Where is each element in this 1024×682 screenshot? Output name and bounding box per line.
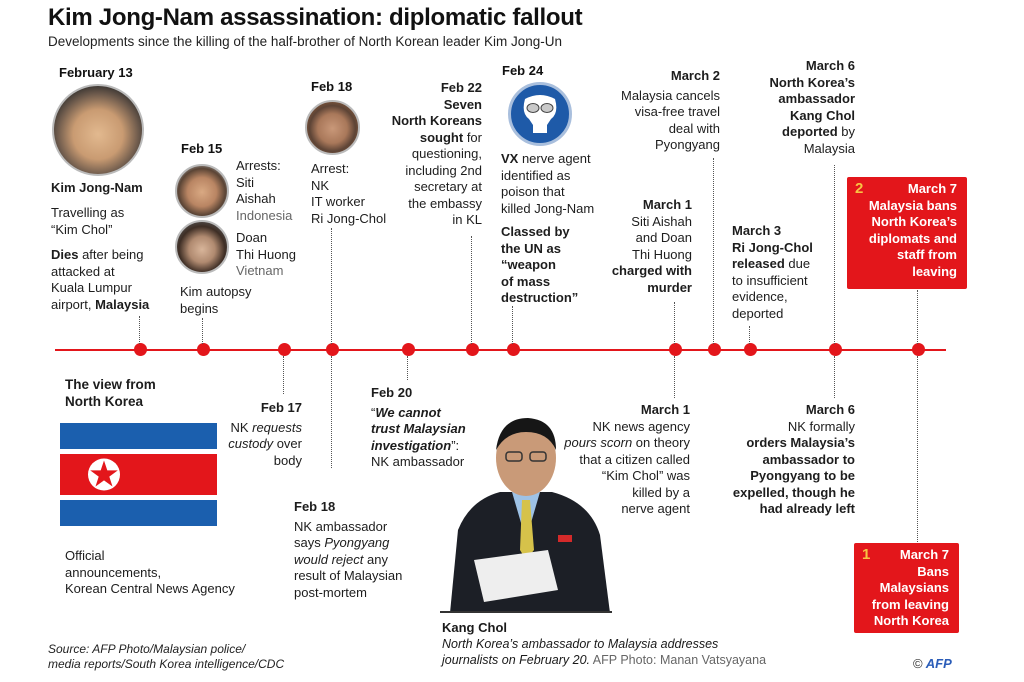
source-note: Source: AFP Photo/Malaysian police/ media reports/South Korea intelligence/CDC [48, 642, 285, 671]
caption-name: Kang Chol [442, 620, 507, 635]
event-feb22: Feb 22 Seven North Koreans sought for questioning, including 2nd secretary at the embassy in KL [380, 80, 482, 229]
ri-jong-chol-portrait [305, 100, 360, 155]
event-feb24-text: VX nerve agent identified as poison that killed Jong-Nam [501, 151, 595, 216]
connector-feb24 [512, 306, 513, 344]
event-mar6-below-date: March 6 [805, 402, 855, 417]
event-mar6: March 6 North Korea’s ambassador Kang Chol deported by Malaysia [745, 58, 855, 157]
event-feb20: Feb 20 “We cannot trust Malaysian investigation”: NK ambassador [371, 385, 466, 469]
timeline-dot-feb20 [402, 343, 415, 356]
event-mar2: March 2 Malaysia cancels visa-free travel deal with Pyongyang [600, 68, 720, 154]
event-feb13-text: Travelling as “Kim Chol” [51, 205, 125, 237]
gas-mask-icon [508, 82, 572, 146]
connector-feb22 [471, 236, 472, 344]
event-feb18-text: Arrest: NK IT worker Ri Jong-Chol [311, 161, 387, 226]
connector-feb15 [202, 318, 203, 344]
connector-below-mar7 [917, 356, 918, 542]
event-feb18-below-date: Feb 18 [294, 499, 336, 514]
badge-number-1: 1 [862, 546, 871, 563]
timeline-dot-feb13 [134, 343, 147, 356]
event-feb22-date: Feb 22 [440, 80, 482, 95]
connector-mar1 [674, 302, 675, 344]
event-feb15-arrests: Arrests: Siti Aishah Indonesia [236, 158, 293, 223]
connector-mar6 [834, 165, 835, 344]
timeline-dot-feb24 [507, 343, 520, 356]
timeline-dot-feb17 [278, 343, 291, 356]
event-feb15-arrest-2: Doan Thi Huong Vietnam [236, 230, 296, 278]
photo-caption: Kang Chol North Korea’s ambassador to Malaysia addresses journalists on February 20. AFP Photo: Manan Vatsyayana [442, 620, 767, 667]
event-mar3-date: March 3 [732, 223, 782, 238]
siti-aishah-portrait [175, 164, 229, 218]
event-mar1-date: March 1 [642, 197, 692, 212]
event-mar2-date: March 2 [670, 68, 720, 83]
event-feb17: Feb 17 NK requests custody over body [205, 400, 302, 469]
event-feb13-date: February 13 [59, 65, 133, 80]
connector-below-feb17 [283, 356, 284, 394]
north-korea-flag [60, 423, 217, 526]
event-feb18-date: Feb 18 [311, 79, 353, 94]
kim-jong-nam-portrait [52, 84, 144, 176]
connector-feb18 [331, 228, 332, 344]
event-feb15-date: Feb 15 [181, 141, 223, 156]
connector-mar7 [917, 290, 918, 344]
photo-credit: AFP Photo: Manan Vatsyayana [590, 653, 767, 667]
event-feb15-autopsy: Kim autopsy begins [180, 284, 252, 316]
event-mar3: March 3 Ri Jong-Chol released due to insufficient evidence, deported [732, 223, 813, 321]
event-feb20-date: Feb 20 [371, 385, 413, 400]
event-mar6-date: March 6 [805, 58, 855, 73]
connector-below-mar1 [674, 356, 675, 398]
connector-below-mar6 [834, 356, 835, 398]
copyright-icon: © [913, 656, 923, 671]
connector-below-feb18 [331, 356, 332, 468]
timeline-dot-feb22 [466, 343, 479, 356]
doan-thi-huong-portrait [175, 220, 229, 274]
page-subtitle: Developments since the killing of the half-brother of North Korean leader Kim Jong-Un [48, 34, 563, 49]
event-mar1-below-date: March 1 [640, 402, 690, 417]
event-feb18-below: Feb 18 NK ambassador says Pyongyang would reject any result of Malaysian post-mortem [294, 499, 403, 600]
badge-number-2: 2 [855, 180, 864, 197]
view-from-nk-heading: The view from North Korea [65, 377, 156, 409]
timeline-dot-mar6 [829, 343, 842, 356]
timeline-dot-feb18 [326, 343, 339, 356]
event-mar7-malaysia-ban-box: 2 March 7 Malaysia bans North Korea’s diplomats and staff from leaving [847, 177, 967, 289]
event-mar7-nk-ban-box: 1 March 7 Bans Malaysians from leaving North Korea [854, 543, 959, 633]
event-feb24-classed: Classed by the UN as “weapon of mass destruction” [501, 224, 579, 305]
connector-mar3 [749, 326, 750, 344]
timeline-dot-mar2 [708, 343, 721, 356]
connector-feb13 [139, 316, 140, 344]
event-mar1: March 1 Siti Aishah and Doan Thi Huong charged with murder [592, 197, 692, 296]
view-from-nk-source: Official announcements, Korean Central News Agency [65, 548, 235, 596]
timeline-dot-mar1 [669, 343, 682, 356]
afp-logo: © AFP [913, 656, 952, 671]
connector-below-feb20 [407, 356, 408, 380]
event-feb17-date: Feb 17 [260, 400, 302, 415]
connector-mar2 [713, 158, 714, 344]
event-feb13-name: Kim Jong-Nam [51, 180, 143, 195]
timeline-dot-feb15 [197, 343, 210, 356]
timeline-dot-mar3 [744, 343, 757, 356]
event-mar6-below: March 6 NK formally orders Malaysia’s ambassador to Pyongyang to be expelled, though he had already left [715, 402, 855, 518]
page-title: Kim Jong-Nam assassination: diplomatic fallout [48, 4, 583, 31]
event-feb24-date: Feb 24 [502, 63, 544, 78]
event-feb13-dies: Dies after being attacked at Kuala Lumpur airport, Malaysia [51, 247, 150, 312]
event-mar1-below: March 1 NK news agency pours scorn on theory that a citizen called “Kim Chol” was killed by a nerve agent [560, 402, 690, 518]
timeline-dot-mar7 [912, 343, 925, 356]
timeline-axis [55, 349, 946, 351]
